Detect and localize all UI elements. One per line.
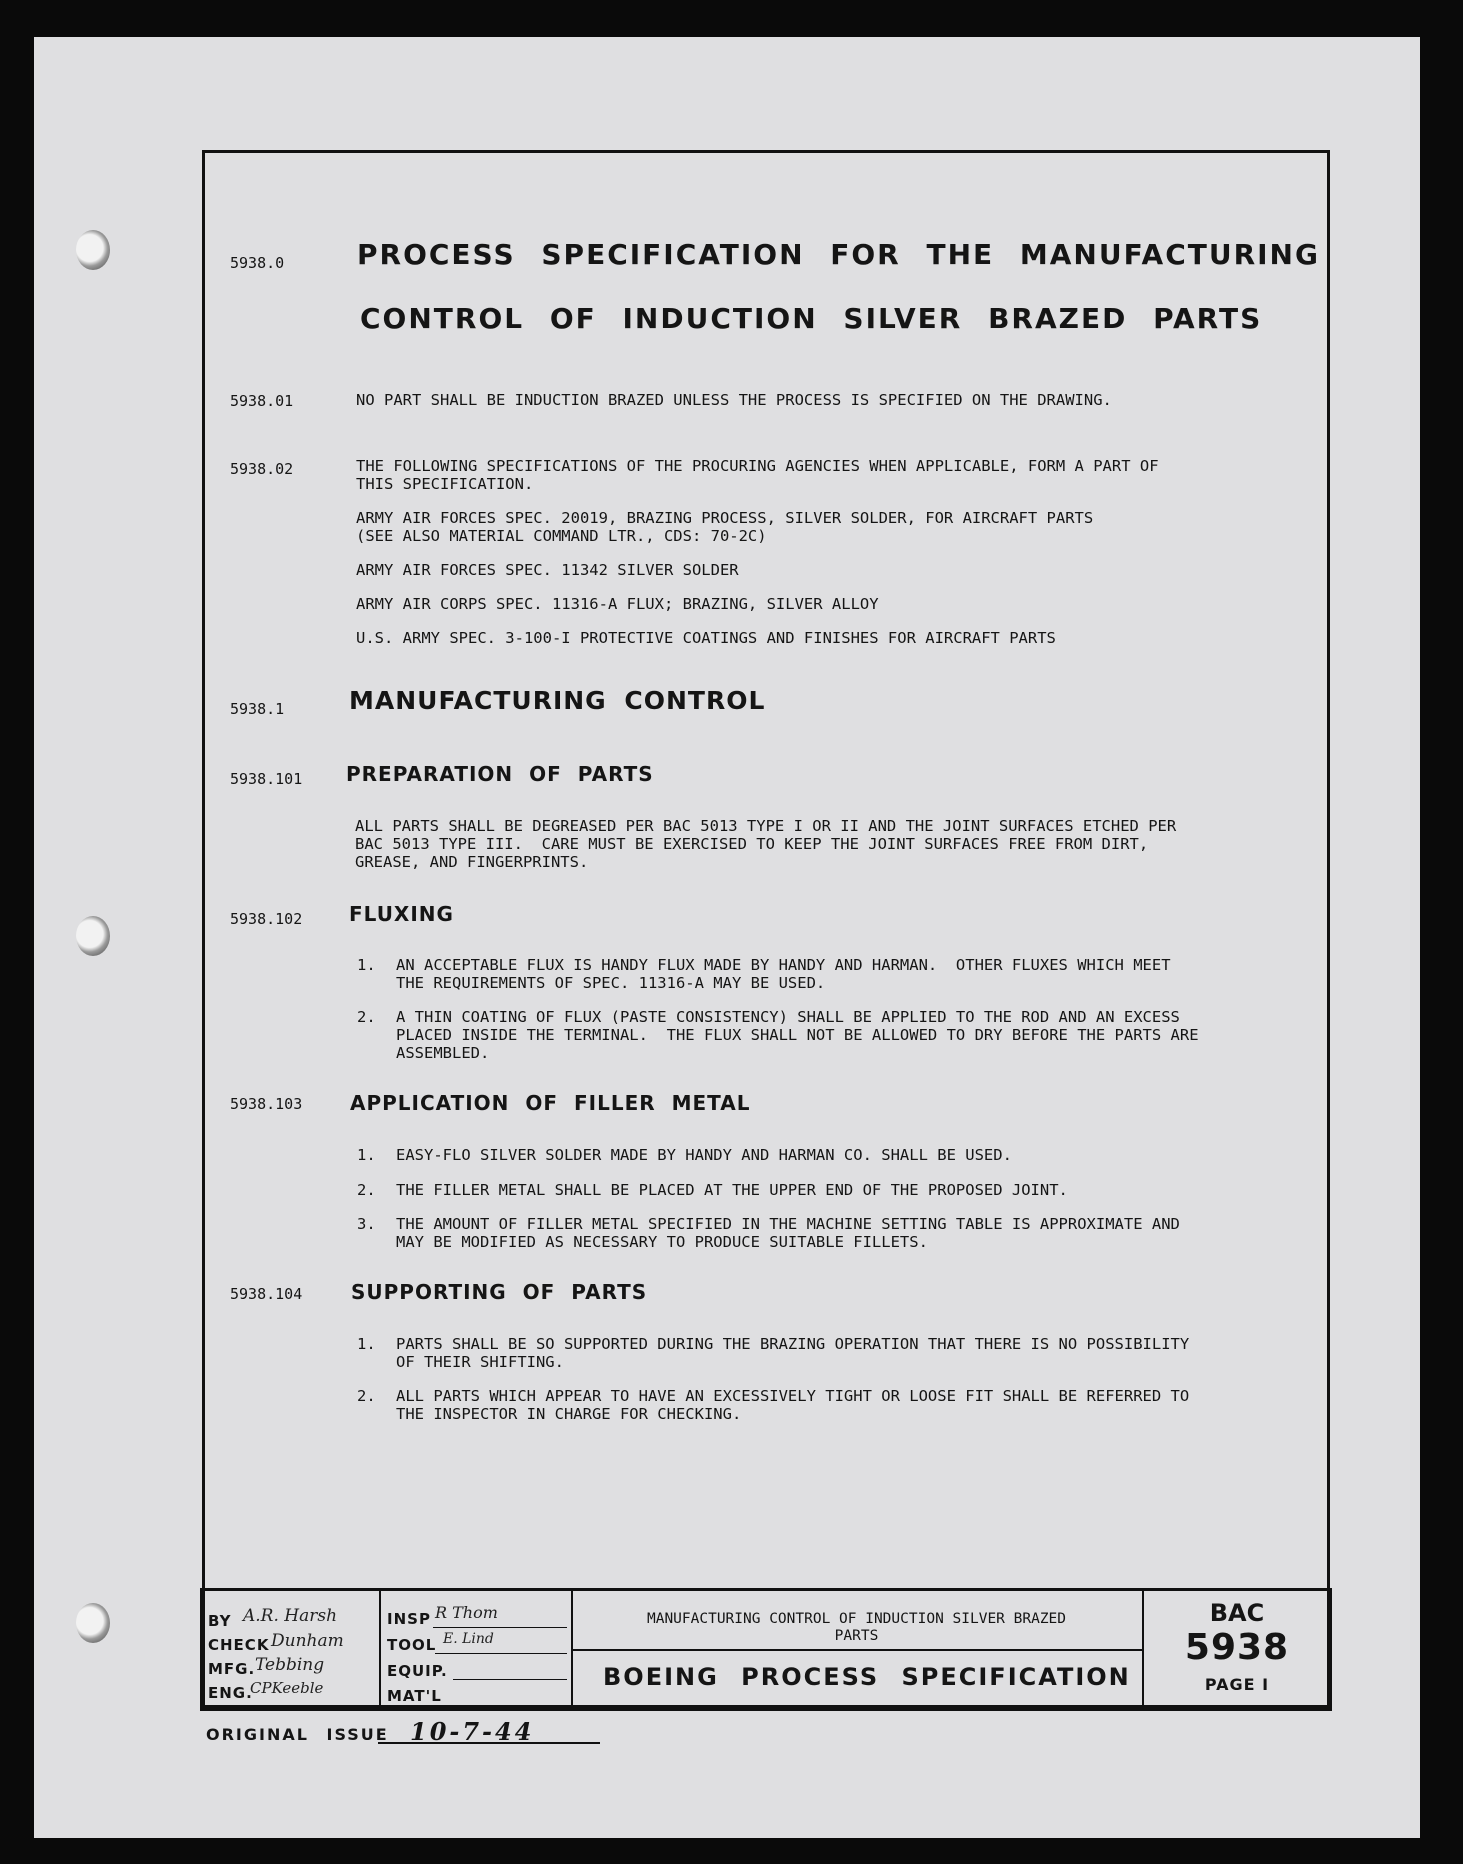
section-heading: SUPPORTING OF PARTS bbox=[351, 1280, 648, 1304]
insp-signature: R Thom bbox=[435, 1603, 498, 1622]
item-number: 1. bbox=[357, 1335, 376, 1353]
item-number: 2. bbox=[357, 1008, 376, 1026]
section-heading: PREPARATION OF PARTS bbox=[346, 762, 654, 786]
signature-line bbox=[378, 1742, 600, 1744]
item-number: 1. bbox=[357, 956, 376, 974]
item-text: ALL PARTS WHICH APPEAR TO HAVE AN EXCESSIVELY TIGHT OR LOOSE FIT SHALL BE REFERRED TO THE INSPECTOR IN CHARGE FOR CHECKING. bbox=[396, 1387, 1190, 1423]
item-number: 3. bbox=[357, 1215, 376, 1233]
page-number: PAGE I bbox=[1204, 1675, 1270, 1694]
punch-hole-top bbox=[76, 230, 110, 270]
section-heading: MANUFACTURING CONTROL bbox=[349, 686, 766, 715]
punch-hole-middle bbox=[76, 916, 110, 956]
paragraph: NO PART SHALL BE INDUCTION BRAZED UNLESS THE PROCESS IS SPECIFIED ON THE DRAWING. bbox=[356, 391, 1112, 409]
title-line-1: PROCESS SPECIFICATION FOR THE MANUFACTURING bbox=[357, 238, 1320, 271]
eng-label: ENG. bbox=[208, 1684, 253, 1702]
paragraph: THE FOLLOWING SPECIFICATIONS OF THE PROCURING AGENCIES WHEN APPLICABLE, FORM A PART OF THIS SPECIFICATION. bbox=[356, 457, 1159, 493]
item-text: THE FILLER METAL SHALL BE PLACED AT THE UPPER END OF THE PROPOSED JOINT. bbox=[396, 1181, 1068, 1199]
punch-hole-bottom bbox=[76, 1603, 110, 1643]
mfg-label: MFG. bbox=[208, 1660, 256, 1678]
section-heading: FLUXING bbox=[349, 902, 454, 926]
reference-item: ARMY AIR FORCES SPEC. 11342 SILVER SOLDER bbox=[356, 561, 739, 579]
by-signature: A.R. Harsh bbox=[243, 1606, 338, 1626]
check-signature: Dunham bbox=[271, 1631, 344, 1651]
signature-line bbox=[453, 1679, 567, 1680]
item-number: 2. bbox=[357, 1181, 376, 1199]
item-text: THE AMOUNT OF FILLER METAL SPECIFIED IN THE MACHINE SETTING TABLE IS APPROXIMATE AND MAY BE MODIFIED AS NECESSARY TO PRODUCE SUITABLE FILLETS. bbox=[396, 1215, 1180, 1251]
section-number: 5938.104 bbox=[230, 1285, 303, 1303]
original-issue-date: 10-7-44 bbox=[410, 1717, 535, 1746]
section-number: 5938.1 bbox=[230, 700, 285, 718]
divider bbox=[571, 1649, 1142, 1651]
eng-signature: CPKeeble bbox=[250, 1679, 324, 1697]
signature-line bbox=[435, 1653, 567, 1654]
item-text: EASY-FLO SILVER SOLDER MADE BY HANDY AND HARMAN CO. SHALL BE USED. bbox=[396, 1146, 1012, 1164]
matl-label: MAT'L bbox=[387, 1687, 442, 1705]
original-issue-label: ORIGINAL ISSUE bbox=[206, 1725, 389, 1744]
item-text: PARTS SHALL BE SO SUPPORTED DURING THE BRAZING OPERATION THAT THERE IS NO POSSIBILITY OF THEIR SHIFTING. bbox=[396, 1335, 1190, 1371]
item-number: 1. bbox=[357, 1146, 376, 1164]
document-title: MANUFACTURING CONTROL OF INDUCTION SILVER BRAZED PARTS bbox=[646, 1611, 1067, 1644]
page-border bbox=[202, 150, 1330, 1708]
item-text: AN ACCEPTABLE FLUX IS HANDY FLUX MADE BY HANDY AND HARMAN. OTHER FLUXES WHICH MEET THE REQUIREMENTS OF SPEC. 11316-A MAY BE USED. bbox=[396, 956, 1171, 992]
divider bbox=[379, 1591, 381, 1708]
by-label: BY bbox=[208, 1612, 232, 1630]
section-number: 5938.103 bbox=[230, 1095, 303, 1113]
equip-label: EQUIP. bbox=[387, 1662, 448, 1680]
item-number: 2. bbox=[357, 1387, 376, 1405]
section-number: 5938.102 bbox=[230, 910, 303, 928]
spec-number: 5938 bbox=[1184, 1627, 1290, 1668]
company-specification-title: BOEING PROCESS SPECIFICATION bbox=[603, 1663, 1131, 1691]
tool-signature: E. Lind bbox=[443, 1631, 494, 1647]
reference-item: ARMY AIR FORCES SPEC. 20019, BRAZING PROCESS, SILVER SOLDER, FOR AIRCRAFT PARTS (SEE ALSO MATERIAL COMMAND LTR., CDS: 70-2C) bbox=[356, 509, 1094, 545]
title-line-2: CONTROL OF INDUCTION SILVER BRAZED PARTS bbox=[360, 302, 1263, 335]
section-heading: APPLICATION OF FILLER METAL bbox=[350, 1091, 751, 1115]
title-block bbox=[200, 1588, 1332, 1711]
section-number: 5938.101 bbox=[230, 770, 303, 788]
divider bbox=[1142, 1591, 1144, 1708]
section-number: 5938.01 bbox=[230, 392, 294, 410]
check-label: CHECK bbox=[208, 1636, 270, 1654]
mfg-signature: Tebbing bbox=[255, 1655, 325, 1675]
bac-label: BAC bbox=[1209, 1599, 1265, 1627]
section-number: 5938.0 bbox=[230, 254, 285, 272]
insp-label: INSP bbox=[387, 1610, 431, 1628]
section-number: 5938.02 bbox=[230, 460, 294, 478]
signature-line bbox=[433, 1627, 567, 1628]
reference-item: ARMY AIR CORPS SPEC. 11316-A FLUX; BRAZING, SILVER ALLOY bbox=[356, 595, 879, 613]
reference-item: U.S. ARMY SPEC. 3-100-I PROTECTIVE COATINGS AND FINISHES FOR AIRCRAFT PARTS bbox=[356, 629, 1056, 647]
tool-label: TOOL bbox=[387, 1636, 437, 1654]
item-text: A THIN COATING OF FLUX (PASTE CONSISTENCY) SHALL BE APPLIED TO THE ROD AND AN EXCESS PLACED INSIDE THE TERMINAL. THE FLUX SHALL NOT BE ALLOWED TO DRY BEFORE THE PARTS ARE ASSEMBLED. bbox=[396, 1008, 1199, 1062]
paragraph: ALL PARTS SHALL BE DEGREASED PER BAC 5013 TYPE I OR II AND THE JOINT SURFACES ETCHED PER BAC 5013 TYPE III. CARE MUST BE EXERCISED TO KEEP THE JOINT SURFACES FREE FROM DIRT, GREASE, AND FINGERPRINTS. bbox=[355, 817, 1177, 871]
